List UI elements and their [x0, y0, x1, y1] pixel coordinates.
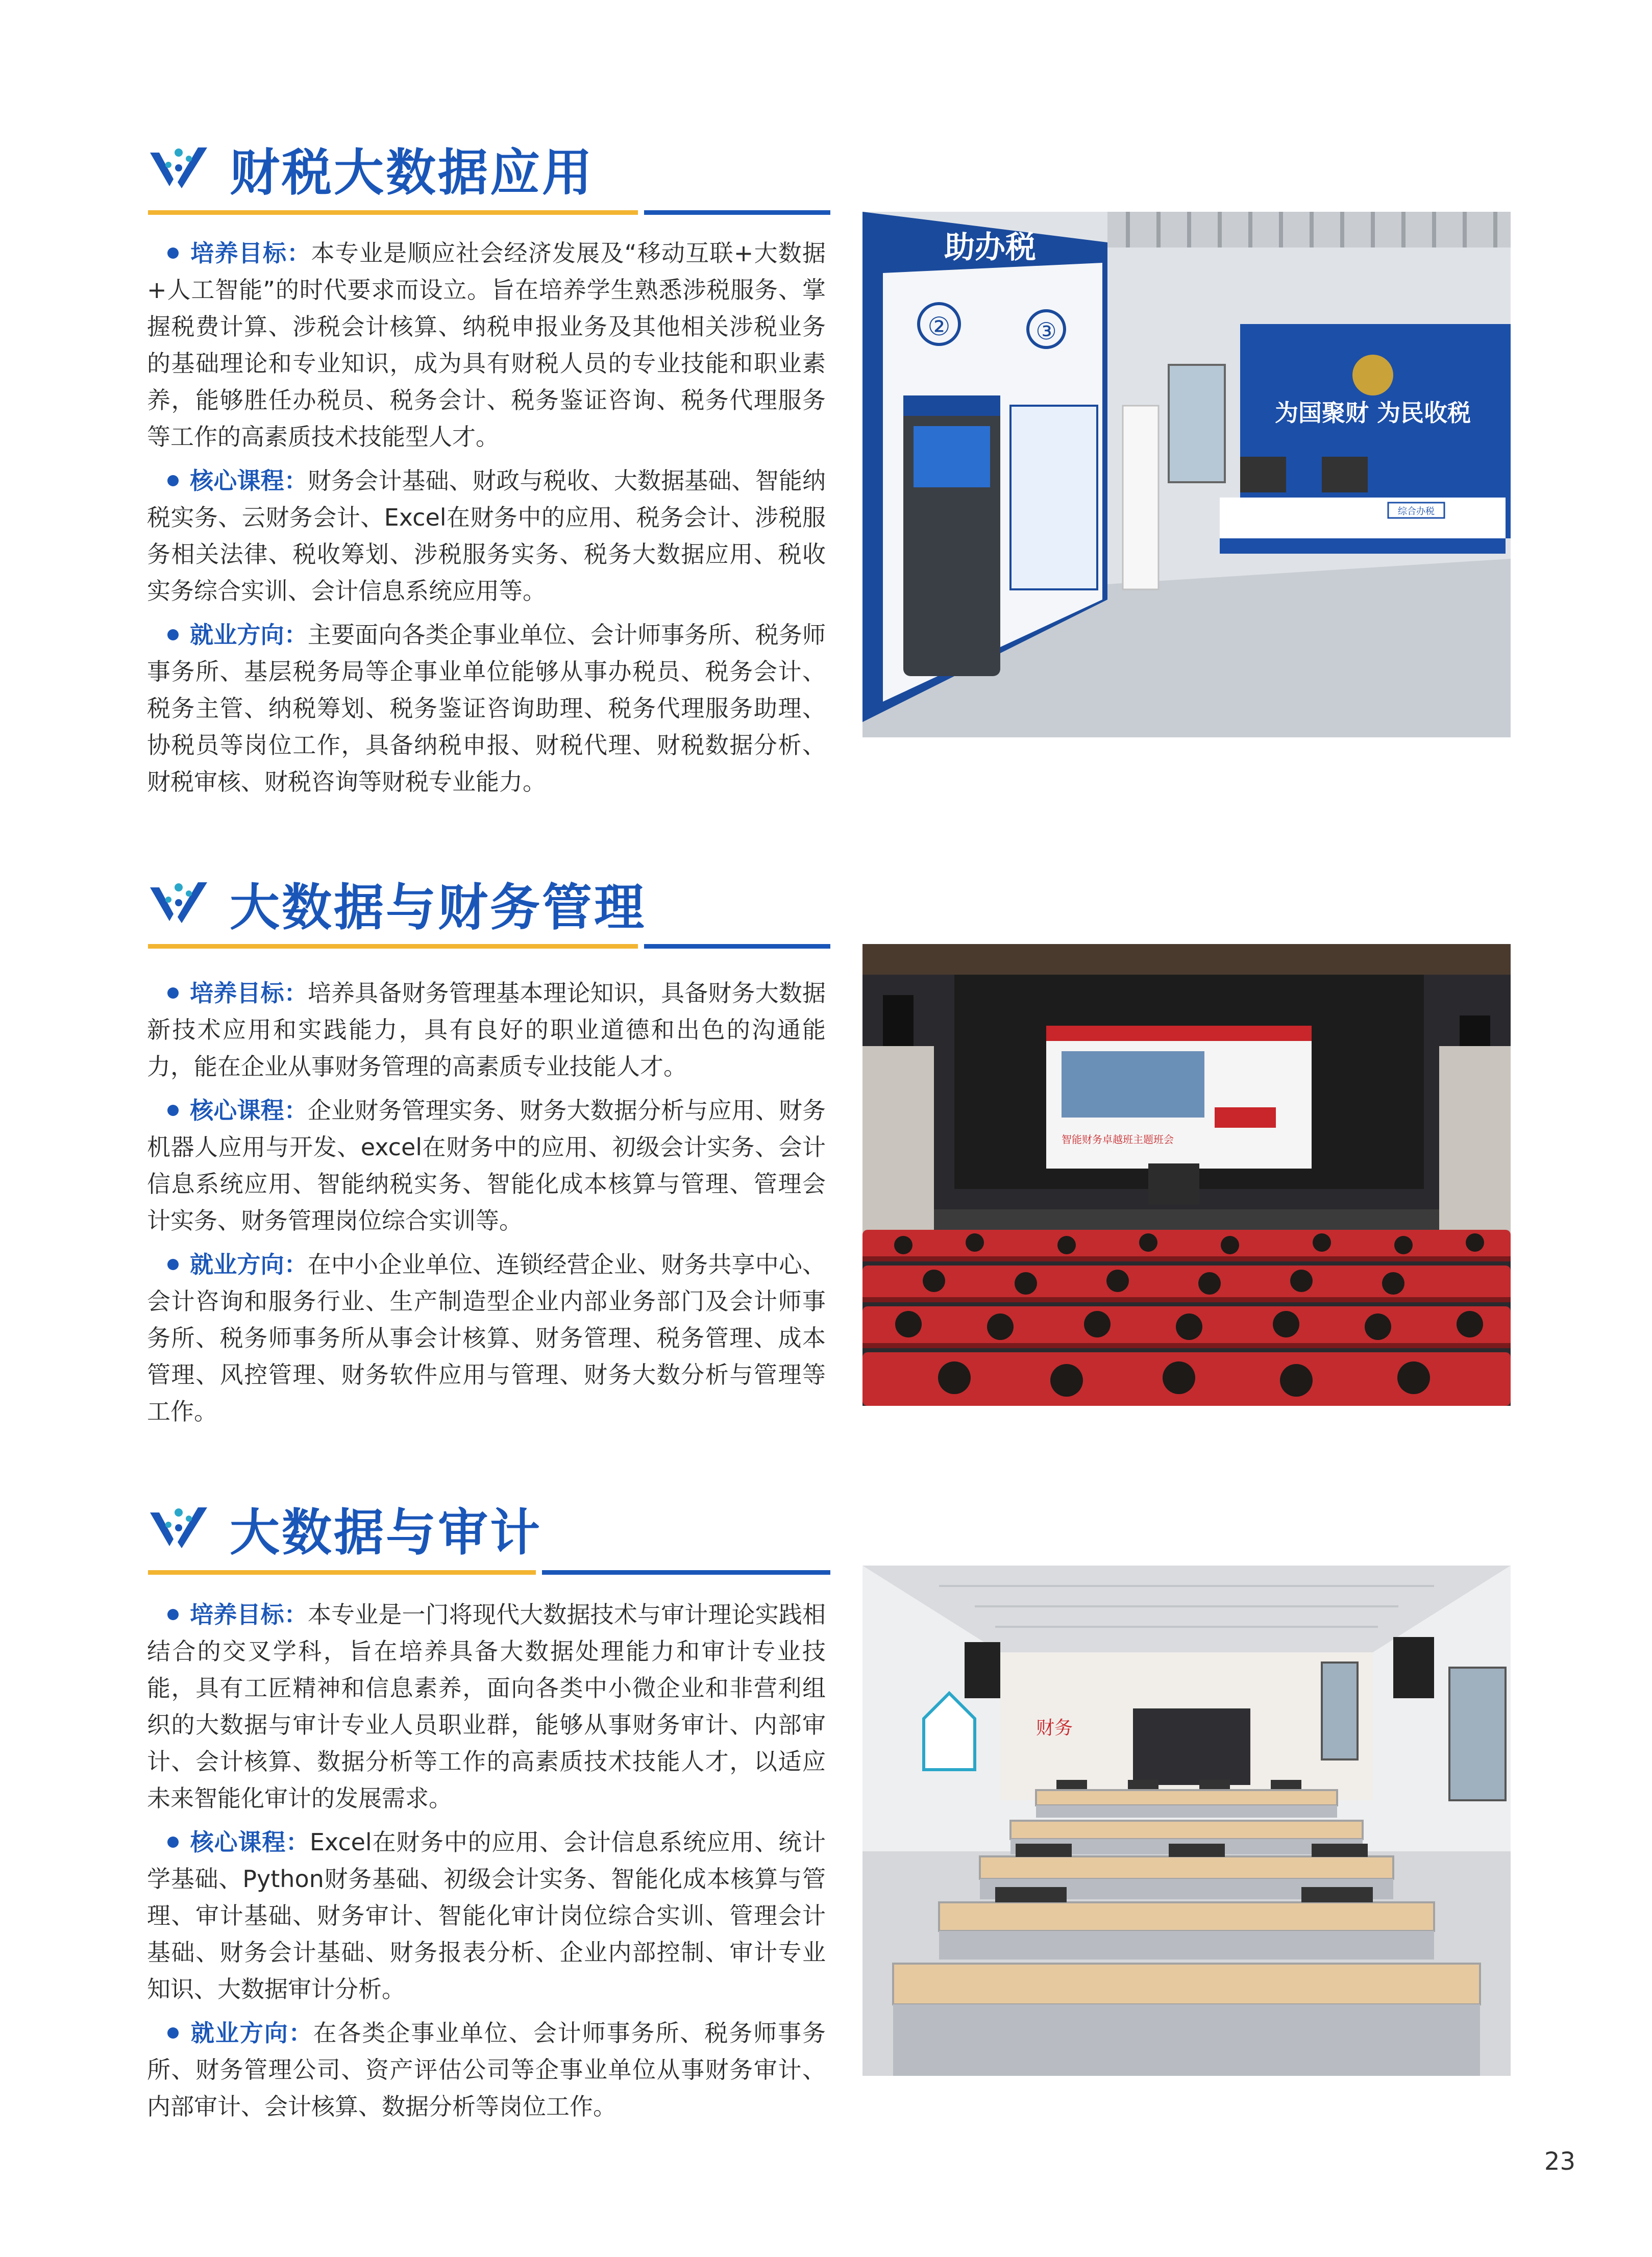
section-body — [147, 975, 826, 1437]
section-body — [147, 1596, 826, 2132]
bullet-icon — [167, 475, 179, 486]
auditorium-photo — [862, 944, 1511, 1406]
svg-text:②: ② — [927, 312, 951, 341]
title-rule-blue — [542, 1570, 830, 1575]
paragraph-goal: 培养目标：培养具备财务管理基本理论知识，具备财务大数据新技术应用和实践能力，具有良好的职业道德和出色的沟通能力，能在企业从事财务管理的高素质专业技能人才。 — [147, 979, 826, 1080]
v-logo-icon — [148, 880, 209, 926]
section-heading — [148, 867, 646, 939]
bullet-icon — [167, 1259, 179, 1270]
v-logo-icon — [148, 1505, 209, 1551]
section-heading — [148, 1493, 542, 1564]
classroom-photo — [862, 1566, 1511, 2076]
bullet-icon — [167, 629, 179, 640]
paragraph-courses: 核心课程：Excel在财务中的应用、会计信息系统应用、统计学基础、Python财务基础、初级会计实务、智能化成本核算与管理、审计基础、财务审计、智能化审计岗位综合实训、管理会计基础、财务会计基础、财务报表分析、企业内部控制、审计专业知识、大数据审计分析。 — [147, 1828, 826, 2003]
screen-title-text: 智能财务卓越班主题班会 — [1062, 1133, 1174, 1146]
section-title: 财税大数据应用 — [230, 143, 595, 202]
bullet-icon — [167, 1837, 179, 1848]
title-rule-blue — [644, 944, 830, 949]
bullet-icon — [167, 2027, 179, 2039]
paragraph-goal: 培养目标：本专业是顺应社会经济发展及“移动互联+大数据+人工智能”的时代要求而设立。旨在培养学生熟悉涉税服务、掌握税费计算、涉税会计核算、纳税申报业务及其他相关涉税业务的基础理论和专业知识，成为具有财税人员的专业技能和职业素养，能够胜任办税员、税务会计、税务鉴证咨询、税务代理服务等工作的高素质技术技能型人才。 — [147, 239, 826, 451]
tax-service-hall-photo — [862, 212, 1511, 737]
booth-sign-text: 助办税 — [944, 230, 1036, 265]
paragraph-courses: 核心课程：财务会计基础、财政与税收、大数据基础、智能纳税实务、云财务会计、Excel在财务中的应用、税务会计、涉税服务相关法律、税收筹划、涉税服务实务、税务大数据应用、税收实务综合实训、会计信息系统应用等。 — [147, 467, 826, 605]
paragraph-goal: 培养目标：本专业是一门将现代大数据技术与审计理论实践相结合的交叉学科，旨在培养具备大数据处理能力和审计专业技能，具有工匠精神和信息素养，面向各类中小微企业和非营利组织的大数据与审计专业人员职业群，能够从事财务审计、内部审计、会计核算、数据分析等工作的高素质技术技能人才，以适应未来智能化审计的发展需求。 — [147, 1601, 826, 1812]
section-title: 大数据与审计 — [230, 1503, 543, 1562]
page-number: 23 — [1544, 2147, 1575, 2176]
section-heading — [148, 133, 594, 204]
paragraph-courses: 核心课程：企业财务管理实务、财务大数据分析与应用、财务机器人应用与开发、excel在财务中的应用、初级会计实务、会计信息系统应用、智能纳税实务、智能化成本核算与管理、管理会计实务、财务管理岗位综合实训等。 — [147, 1097, 826, 1234]
bullet-icon — [167, 1105, 179, 1116]
title-rule-blue — [644, 210, 830, 215]
bullet-icon — [167, 1609, 179, 1620]
bullet-icon — [167, 987, 179, 999]
svg-text:③: ③ — [1035, 317, 1057, 345]
bullet-icon — [167, 247, 179, 259]
paragraph-career: 就业方向：在中小企业单位、连锁经营企业、财务共享中心、会计咨询和服务行业、生产制造型企业内部业务部门及会计师事务所、税务师事务所从事会计核算、财务管理、税务管理、成本管理、风控管理、财务软件应用与管理、财务大数分析与管理等工作。 — [147, 1251, 826, 1425]
counter-sign-text: 综合办税 — [1398, 506, 1435, 517]
title-rule-yellow — [148, 210, 638, 215]
section-body — [147, 235, 826, 807]
paragraph-career: 就业方向：主要面向各类企事业单位、会计师事务所、税务师事务所、基层税务局等企事业单位能够从事办税员、税务会计、税务主管、纳税筹划、税务鉴证咨询助理、税务代理服务助理、协税员等岗位工作，具备纳税申报、财税代理、财税数据分析、财税审核、财税咨询等财税专业能力。 — [147, 621, 826, 796]
title-rule-yellow — [148, 944, 638, 949]
v-logo-icon — [148, 145, 209, 191]
wall-text: 财务 — [1036, 1718, 1073, 1739]
section-title: 大数据与财务管理 — [230, 878, 647, 937]
paragraph-career: 就业方向：在各类企事业单位、会计师事务所、税务师事务所、财务管理公司、资产评估公司等企事业单位从事财务审计、内部审计、会计核算、数据分析等岗位工作。 — [147, 2019, 826, 2120]
title-rule-yellow — [148, 1570, 536, 1575]
slogan-text: 为国聚财 为民收税 — [1274, 399, 1471, 427]
